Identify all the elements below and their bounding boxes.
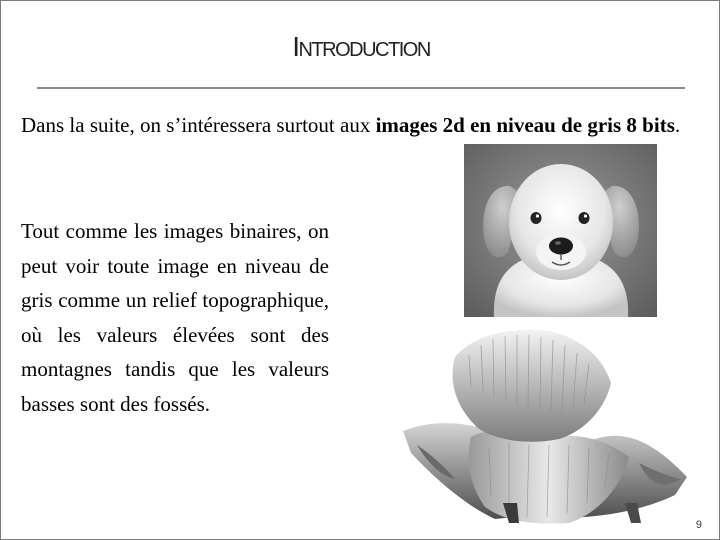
paragraph-relief: Tout comme les images binaires, on peut voir toute image en niveau de gris comme un relief topographique, où les valeurs élevées sont des montagnes tandis que les valeurs basses sont des fossés. [21,219,329,416]
page-number: 9 [695,519,702,531]
topographic-relief-image [399,327,691,527]
paragraph-intro-lead: Dans la suite, on s’intéressera surtout aux [21,113,376,137]
paragraph-intro-tail: . [674,113,681,137]
slide-title: Introduction [292,31,430,62]
paragraph-intro [21,107,695,144]
title-divider [37,87,685,89]
paragraph-intro-emphasis: images 2d en niveau de gris 8 bits [375,113,675,137]
puppy-photo [464,144,657,317]
